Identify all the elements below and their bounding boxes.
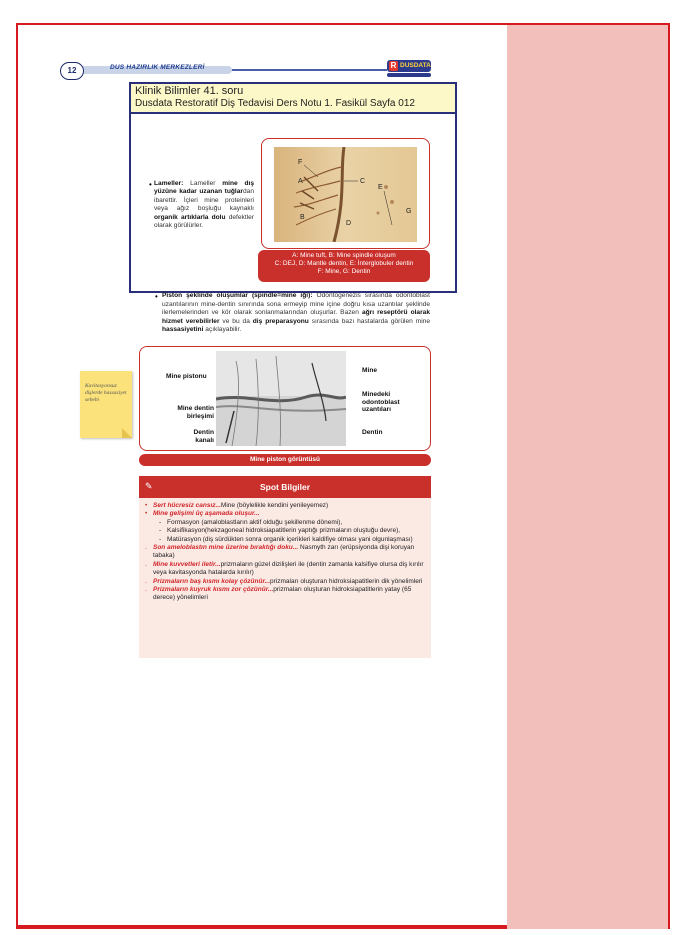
question-title: Klinik Bilimler 41. soru bbox=[135, 85, 244, 97]
label-dentin: Dentin bbox=[362, 429, 383, 436]
label-mine-dentin: Mine dentin birleşimi bbox=[177, 405, 214, 420]
sticky-note bbox=[80, 371, 132, 438]
sticky-note-text: Kavitasyonsuz dişlerde hassasiyet sebebi bbox=[85, 383, 127, 403]
header-rule bbox=[232, 69, 387, 71]
question-subtitle: Dusdata Restoratif Diş Tedavisi Ders Notu 1. Fasikül Sayfa 012 bbox=[135, 98, 415, 109]
label-f: F bbox=[298, 159, 303, 166]
label-d: D bbox=[346, 220, 352, 227]
enamel-photo-frame bbox=[261, 138, 430, 249]
bullet-icon: • bbox=[149, 180, 152, 189]
list-item: . Prizmaların kuyruk kısmı zor çözünür...prizmaları oluşturan hidroksiapatitlerin yatay (65 derece) yönelimleri bbox=[145, 586, 412, 602]
enamel-photo-caption: A: Mine tuft, B: Mine spindle oluşum C: DEJ, D: Mantle dentin, E: İnterglobuler dentin F: Mine, G: Dentin bbox=[258, 250, 430, 282]
list-item: . Mine kuvvetleri iletir...prizmaların güzel dizilişleri ile (dentin zamanla kalsifiye olursa diş kırılır veya kavitasyonda hatalarda kırılır) bbox=[145, 560, 424, 577]
spot-info-list bbox=[145, 502, 427, 603]
lameller-text: Lameller: Lameller mine dış yüzüne kadar uzanan tuğlardan ibarettir. İçleri mine proteinleri veya ağız boşluğu kaynaklı organik artıklarla dolu defektler olarak görülürler. bbox=[154, 180, 255, 230]
label-odontoblast: Minedeki odontoblast uzantıları bbox=[362, 391, 400, 413]
piston-photo-caption: Mine piston görüntüsü bbox=[139, 454, 431, 466]
piston-micrograph bbox=[216, 351, 346, 446]
side-margin bbox=[507, 25, 668, 929]
spot-info-title: Spot Bilgiler bbox=[259, 482, 311, 492]
label-b: B bbox=[300, 214, 305, 221]
label-c: C bbox=[360, 178, 366, 185]
spot-info-header bbox=[139, 476, 431, 498]
list-item: • Mine gelişimi üç aşamada oluşur... bbox=[145, 510, 260, 518]
label-mine-pistonu: Mine pistonu bbox=[166, 373, 207, 380]
list-item: . Prizmaların baş kısmı kolay çözünür...prizmaları oluşturan hidroksiapatitlerin dik yönelimleri bbox=[145, 577, 423, 585]
list-subitem: - Formasyon (amaloblastların aktif olduğu şekillenme dönemi), bbox=[159, 518, 343, 526]
list-item: . Son ameloblastın mine üzerine bıraktığı doku... Nasmyth zarı (erüpsiyonda dişi koruyan tabaka) bbox=[145, 544, 415, 560]
question-header bbox=[131, 84, 455, 114]
label-a: A bbox=[298, 178, 303, 185]
label-g: G bbox=[406, 208, 412, 215]
label-dentin-kanali: Dentin kanalı bbox=[193, 429, 214, 444]
brand-line: DUS HAZIRLIK MERKEZLERİ bbox=[110, 64, 205, 71]
bullet-icon: • bbox=[155, 292, 158, 301]
piston-photo-frame bbox=[139, 346, 431, 451]
list-item: • Sert hücresiz cansız...Mine (böylelikle kendini yenileyemez) bbox=[145, 502, 329, 509]
list-subitem: - Matürasyon (diş sürdükten sonra organik içerikleri kaldifiye olması yani olgunlaşması) bbox=[159, 535, 413, 543]
pin-icon: ✎ bbox=[145, 481, 153, 491]
enamel-micrograph bbox=[274, 147, 417, 242]
page-number: 12 bbox=[60, 62, 84, 80]
spindle-text: Piston şeklinde oluşumlar (spindle=mine iği): Odontogenezis sırasında odontoblast uzantılarının mine-dentin sınırında sona ermeyip mine içine doğru kısa uzantılar şeklinde ilerlemelerinden ve kör olarak sonlanmalarından oluşurlar. Bazen ağrı reseptörü olarak hizmet verebilirler ve bu da diş preparasyonu sırasında bazı hastalarda görülen mine hassasiyetini açıklayabilir. bbox=[162, 292, 431, 334]
label-mine: Mine bbox=[362, 367, 378, 374]
label-e: E bbox=[378, 184, 383, 191]
dusdata-logo: R DUSDATA bbox=[387, 58, 431, 80]
list-subitem: - Kalsifikasyon(hekzagoneal hidroksiapatitlerin yaptığı prizmaların oluştuğu devre), bbox=[159, 527, 401, 535]
